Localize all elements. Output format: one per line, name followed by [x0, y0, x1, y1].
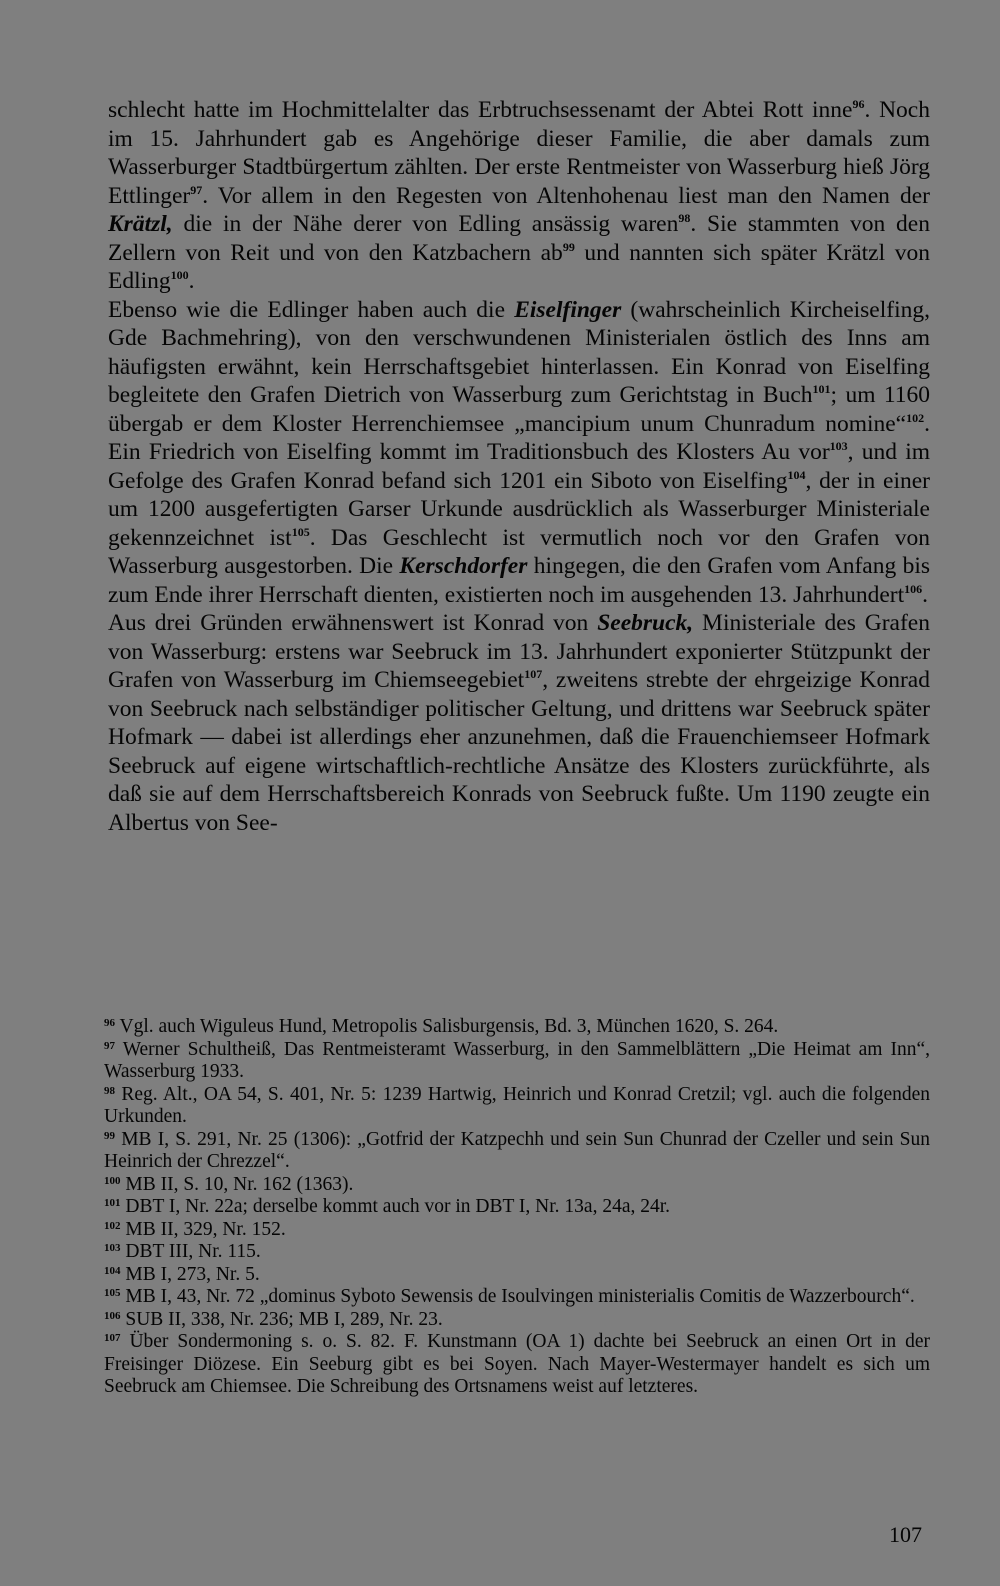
footnote-text: MB I, S. 291, Nr. 25 (1306): „Gotfrid der Katzpechh und sein Sun Chunrad der Czeller und sein Sun Heinrich der Chrezzel“. — [104, 1128, 930, 1172]
text-run: . Ein Friedrich von Eiselfing kommt im Traditionsbuch des Klosters Au vor — [108, 410, 930, 465]
footnote — [104, 1241, 930, 1264]
footnote-text: SUB II, 338, Nr. 236; MB I, 289, Nr. 23. — [125, 1308, 443, 1330]
footnote-text: MB II, S. 10, Nr. 162 (1363). — [125, 1173, 354, 1195]
footnote — [104, 1016, 930, 1039]
footnote-text: DBT I, Nr. 22a; derselbe kommt auch vor in DBT I, Nr. 13a, 24a, 24r. — [125, 1196, 671, 1217]
footnote-text: Reg. Alt., OA 54, S. 401, Nr. 5: 1239 Hartwig, Heinrich und Konrad Cretzil; vgl. auch die folgenden Urkunden. — [104, 1083, 931, 1127]
footnote — [104, 1219, 930, 1242]
page-number: 107 — [889, 1522, 922, 1547]
text-run: . Vor allem in den Regesten von Altenhohenau liest man den Namen der — [202, 182, 930, 209]
text-run: hingegen, die den Grafen vom Anfang bis zum Ende ihrer Herrschaft dienten, existierten noch im ausgehenden 13. Jahrhundert — [108, 553, 930, 608]
footnote-number: 100 — [104, 1174, 121, 1187]
footnote — [104, 1286, 930, 1309]
footnote — [104, 1196, 930, 1219]
footnote — [104, 1174, 930, 1197]
text-run: (wahrscheinlich Kircheiselfing, Gde Bachmehring), von den verschwundenen Ministerialen östlich des Inns am häufigsten erwähnt, kein Herrschaftsgebiet hinterlassen. Ein Konrad von Eiselfing begleitete den Grafen Dietrich von Wasserburg zum Gerichtstag in Buch — [108, 296, 930, 408]
text-run: schlecht hatte im Hochmittelalter das Erbtruchsessenamt der Abtei Rott inne — [108, 97, 853, 123]
footnote-number: 96 — [104, 1017, 115, 1029]
text-run: , zweitens strebte der ehrgeizige Konrad von Seebruck nach selbständiger politischer Geltung, und drittens war Seebruck später Hofmark — dabei ist allerdings eher anzunehmen, daß die Frauenchiemseer Hofmark Seebruck auf eigene wirtschaftlich-rechtliche Ansätze des Klosters zurückführte, als daß sie auf dem Herrschaftsbereich Konrads von Seebruck fußte. Um 1190 zeugte ein Albertus von See- — [108, 667, 930, 836]
text-run: . Noch im 15. Jahrhundert gab es Angehörige dieser Familie, die aber damals zum Wasserburger Stadtbürgertum zählten. Der erste Rentmeister von Wasserburg hieß Jörg Ettlinger — [108, 97, 930, 209]
text-run: . — [922, 581, 928, 608]
footnote — [104, 1264, 930, 1287]
emphasized-name: Kerschdorfer — [399, 553, 528, 579]
footnote-ref: 99 — [562, 239, 575, 254]
footnote-number: 97 — [104, 1039, 115, 1052]
footnote-ref: 104 — [787, 467, 806, 482]
text-run: . — [188, 268, 195, 294]
footnotes — [104, 1016, 930, 1399]
text-run: . Das Geschlecht ist vermutlich noch vor den Grafen von Wasserburg ausgestorben. Die — [108, 524, 930, 579]
footnote-text: Vgl. auch Wiguleus Hund, Metropolis Salisburgensis, Bd. 3, München 1620, S. 264. — [119, 1016, 779, 1037]
paragraph-1 — [108, 96, 930, 296]
footnote-ref: 97 — [190, 182, 203, 197]
footnote-ref: 101 — [812, 382, 831, 396]
emphasized-name: Eiselfinger — [514, 296, 622, 323]
footnote-text: MB II, 329, Nr. 152. — [125, 1218, 286, 1240]
footnote-text: Werner Schultheiß, Das Rentmeisteramt Wasserburg, in den Sammelblättern „Die Heimat am Inn“, Wasserburg 1933. — [104, 1038, 931, 1082]
footnote-text: DBT III, Nr. 115. — [125, 1241, 261, 1262]
footnote-ref: 106 — [904, 581, 923, 596]
footnote-ref: 96 — [852, 97, 865, 111]
footnote — [104, 1331, 930, 1399]
footnote-text: MB I, 43, Nr. 72 „dominus Syboto Sewensis de Isoulvingen ministerialis Comitis de Wazzerbourch“. — [125, 1286, 915, 1307]
footnote — [104, 1129, 930, 1174]
emphasized-name: Krätzl, — [108, 211, 173, 237]
paragraph-3 — [108, 609, 930, 837]
footnote-number: 105 — [104, 1287, 121, 1299]
footnote-text: Über Sondermoning s. o. S. 82. F. Kunstmann (OA 1) dachte bei Seebruck an einen Ort in der Freisinger Diözese. Ein Seeburg gibt es bei Soyen. Nach Mayer-Westermayer handelt es sich um Seebruck am Chiemsee. Die Schreibung des Ortsnamens weist auf letzteres. — [104, 1331, 931, 1397]
footnote-ref: 100 — [170, 268, 189, 282]
text-run: Ebenso wie die Edlinger haben auch die — [108, 296, 515, 323]
text-run: ; um 1160 übergab er dem Kloster Herrenchiemsee „mancipium unum Chunradum nomine“ — [108, 382, 931, 437]
footnote-number: 101 — [104, 1197, 121, 1209]
footnote-number: 103 — [104, 1242, 121, 1254]
footnote — [104, 1309, 930, 1332]
footnote-number: 98 — [104, 1084, 115, 1097]
footnote-number: 99 — [104, 1129, 115, 1142]
main-text — [108, 96, 930, 837]
footnote-ref: 98 — [678, 211, 691, 225]
footnote-number: 102 — [104, 1219, 121, 1232]
footnote-number: 104 — [104, 1264, 121, 1277]
footnote-ref: 102 — [906, 410, 925, 425]
text-run: , und im Gefolge des Grafen Konrad befand sich 1201 ein Siboto von Eiselfing — [108, 439, 931, 494]
paragraph-2 — [108, 296, 930, 610]
footnote-text: MB I, 273, Nr. 5. — [125, 1263, 260, 1285]
footnote-number: 106 — [104, 1309, 121, 1322]
footnote-number: 107 — [104, 1332, 121, 1344]
footnote-ref: 105 — [291, 524, 310, 539]
text-run: Aus drei Gründen erwähnenswert ist Konrad von — [108, 610, 598, 636]
footnote-ref: 107 — [524, 667, 543, 681]
text-run: , der in einer um 1200 ausgefertigten Garser Urkunde ausdrücklich als Wasserburger Ministeriale gekennzeichnet ist — [108, 467, 930, 551]
text-run: und nannten sich später Krätzl von Edling — [108, 239, 930, 294]
footnote — [104, 1039, 930, 1084]
text-run: . Sie stammten von den Zellern von Reit und von den Katzbachern ab — [108, 211, 930, 266]
footnote-ref: 103 — [829, 439, 848, 453]
text-run: Ministeriale des Grafen von Wasserburg: erstens war Seebruck im 13. Jahrhundert exponierter Stützpunkt der Grafen von Wasserburg im Chiemseegebiet — [108, 610, 930, 693]
footnote — [104, 1084, 930, 1129]
text-run: die in der Nähe derer von Edling ansässig waren — [172, 211, 679, 237]
emphasized-name: Seebruck, — [597, 610, 694, 636]
